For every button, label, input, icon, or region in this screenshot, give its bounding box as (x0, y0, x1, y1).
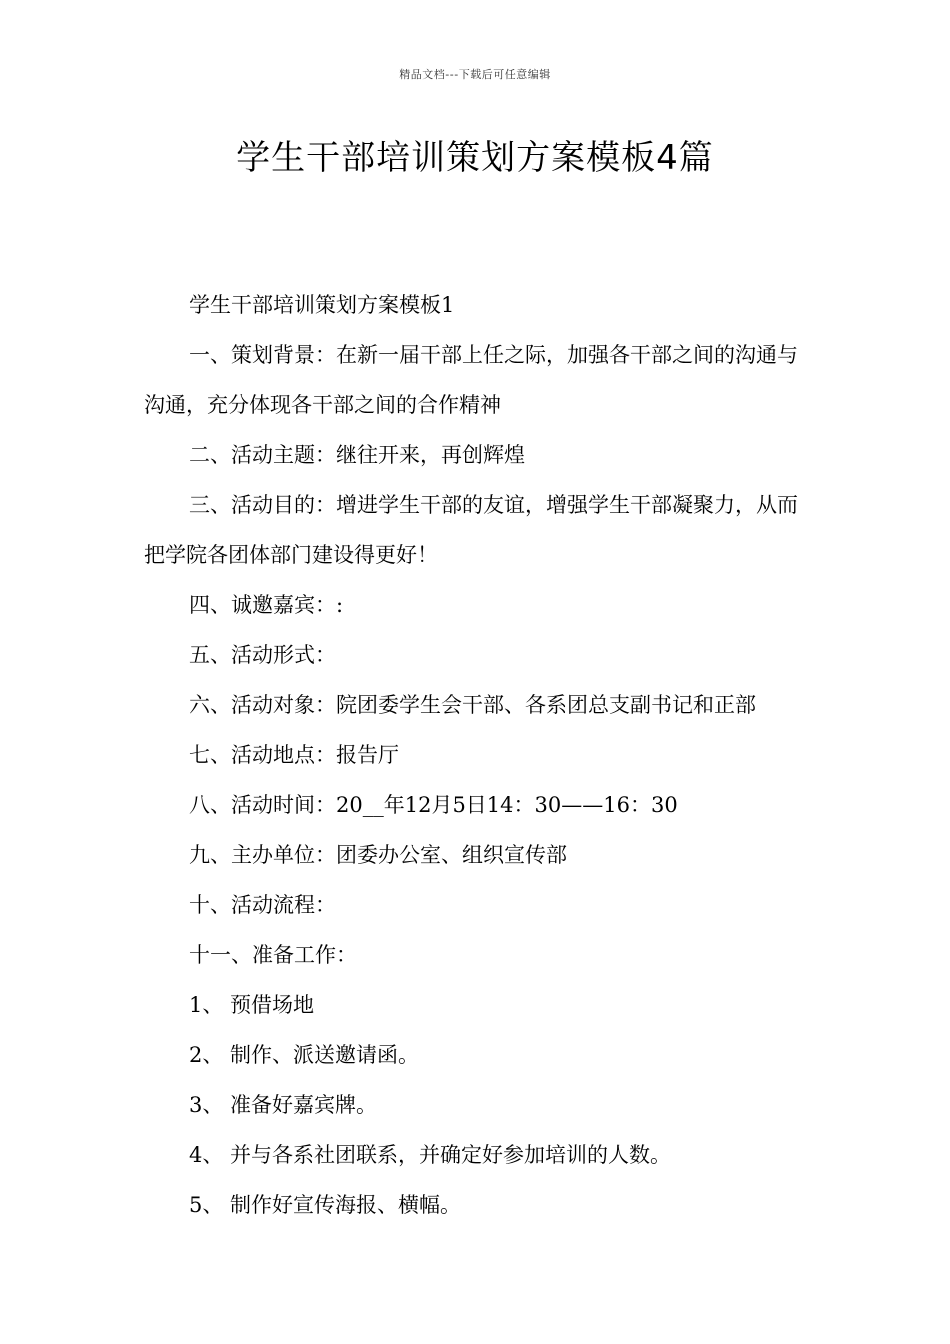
list-item: 1、 预借场地 (189, 993, 315, 1017)
list-item: 4、 并与各系社团联系，并确定好参加培训的人数。 (189, 1143, 672, 1167)
paragraph-location: 七、活动地点：报告厅 (189, 743, 399, 767)
paragraph-guests: 四、诚邀嘉宾：: (189, 593, 344, 617)
paragraph-background: 一、策划背景：在新一届干部上任之际，加强各干部之间的沟通与沟通，充分体现各干部之间的合作精神 (144, 343, 798, 417)
list-item: 2、 制作、派送邀请函。 (189, 1043, 420, 1067)
paragraph-theme: 二、活动主题：继往开来，再创辉煌 (189, 443, 525, 467)
paragraph-time: 八、活动时间：20__年12月5日14：30——16：30 (189, 793, 678, 817)
paragraph-preparation: 十一、准备工作： (189, 943, 357, 967)
list-item: 3、 准备好嘉宾牌。 (189, 1093, 378, 1117)
paragraph-audience: 六、活动对象：院团委学生会干部、各系团总支副书记和正部 (189, 693, 756, 717)
document-body (144, 280, 808, 1230)
document-title: 学生干部培训策划方案模板4篇 (236, 138, 714, 178)
paragraph-format: 五、活动形式： (189, 643, 336, 667)
paragraph-purpose: 三、活动目的：增进学生干部的友谊，增强学生干部凝聚力，从而把学院各团体部门建设得更好！ (144, 493, 798, 567)
paragraph-subtitle: 学生干部培训策划方案模板1 (189, 293, 455, 317)
paragraph-process: 十、活动流程： (189, 893, 336, 917)
header-note: 精品文档---下载后可任意编辑 (399, 68, 551, 81)
paragraph-organizer: 九、主办单位：团委办公室、组织宣传部 (189, 843, 567, 867)
list-item: 5、 制作好宣传海报、横幅。 (189, 1193, 462, 1217)
